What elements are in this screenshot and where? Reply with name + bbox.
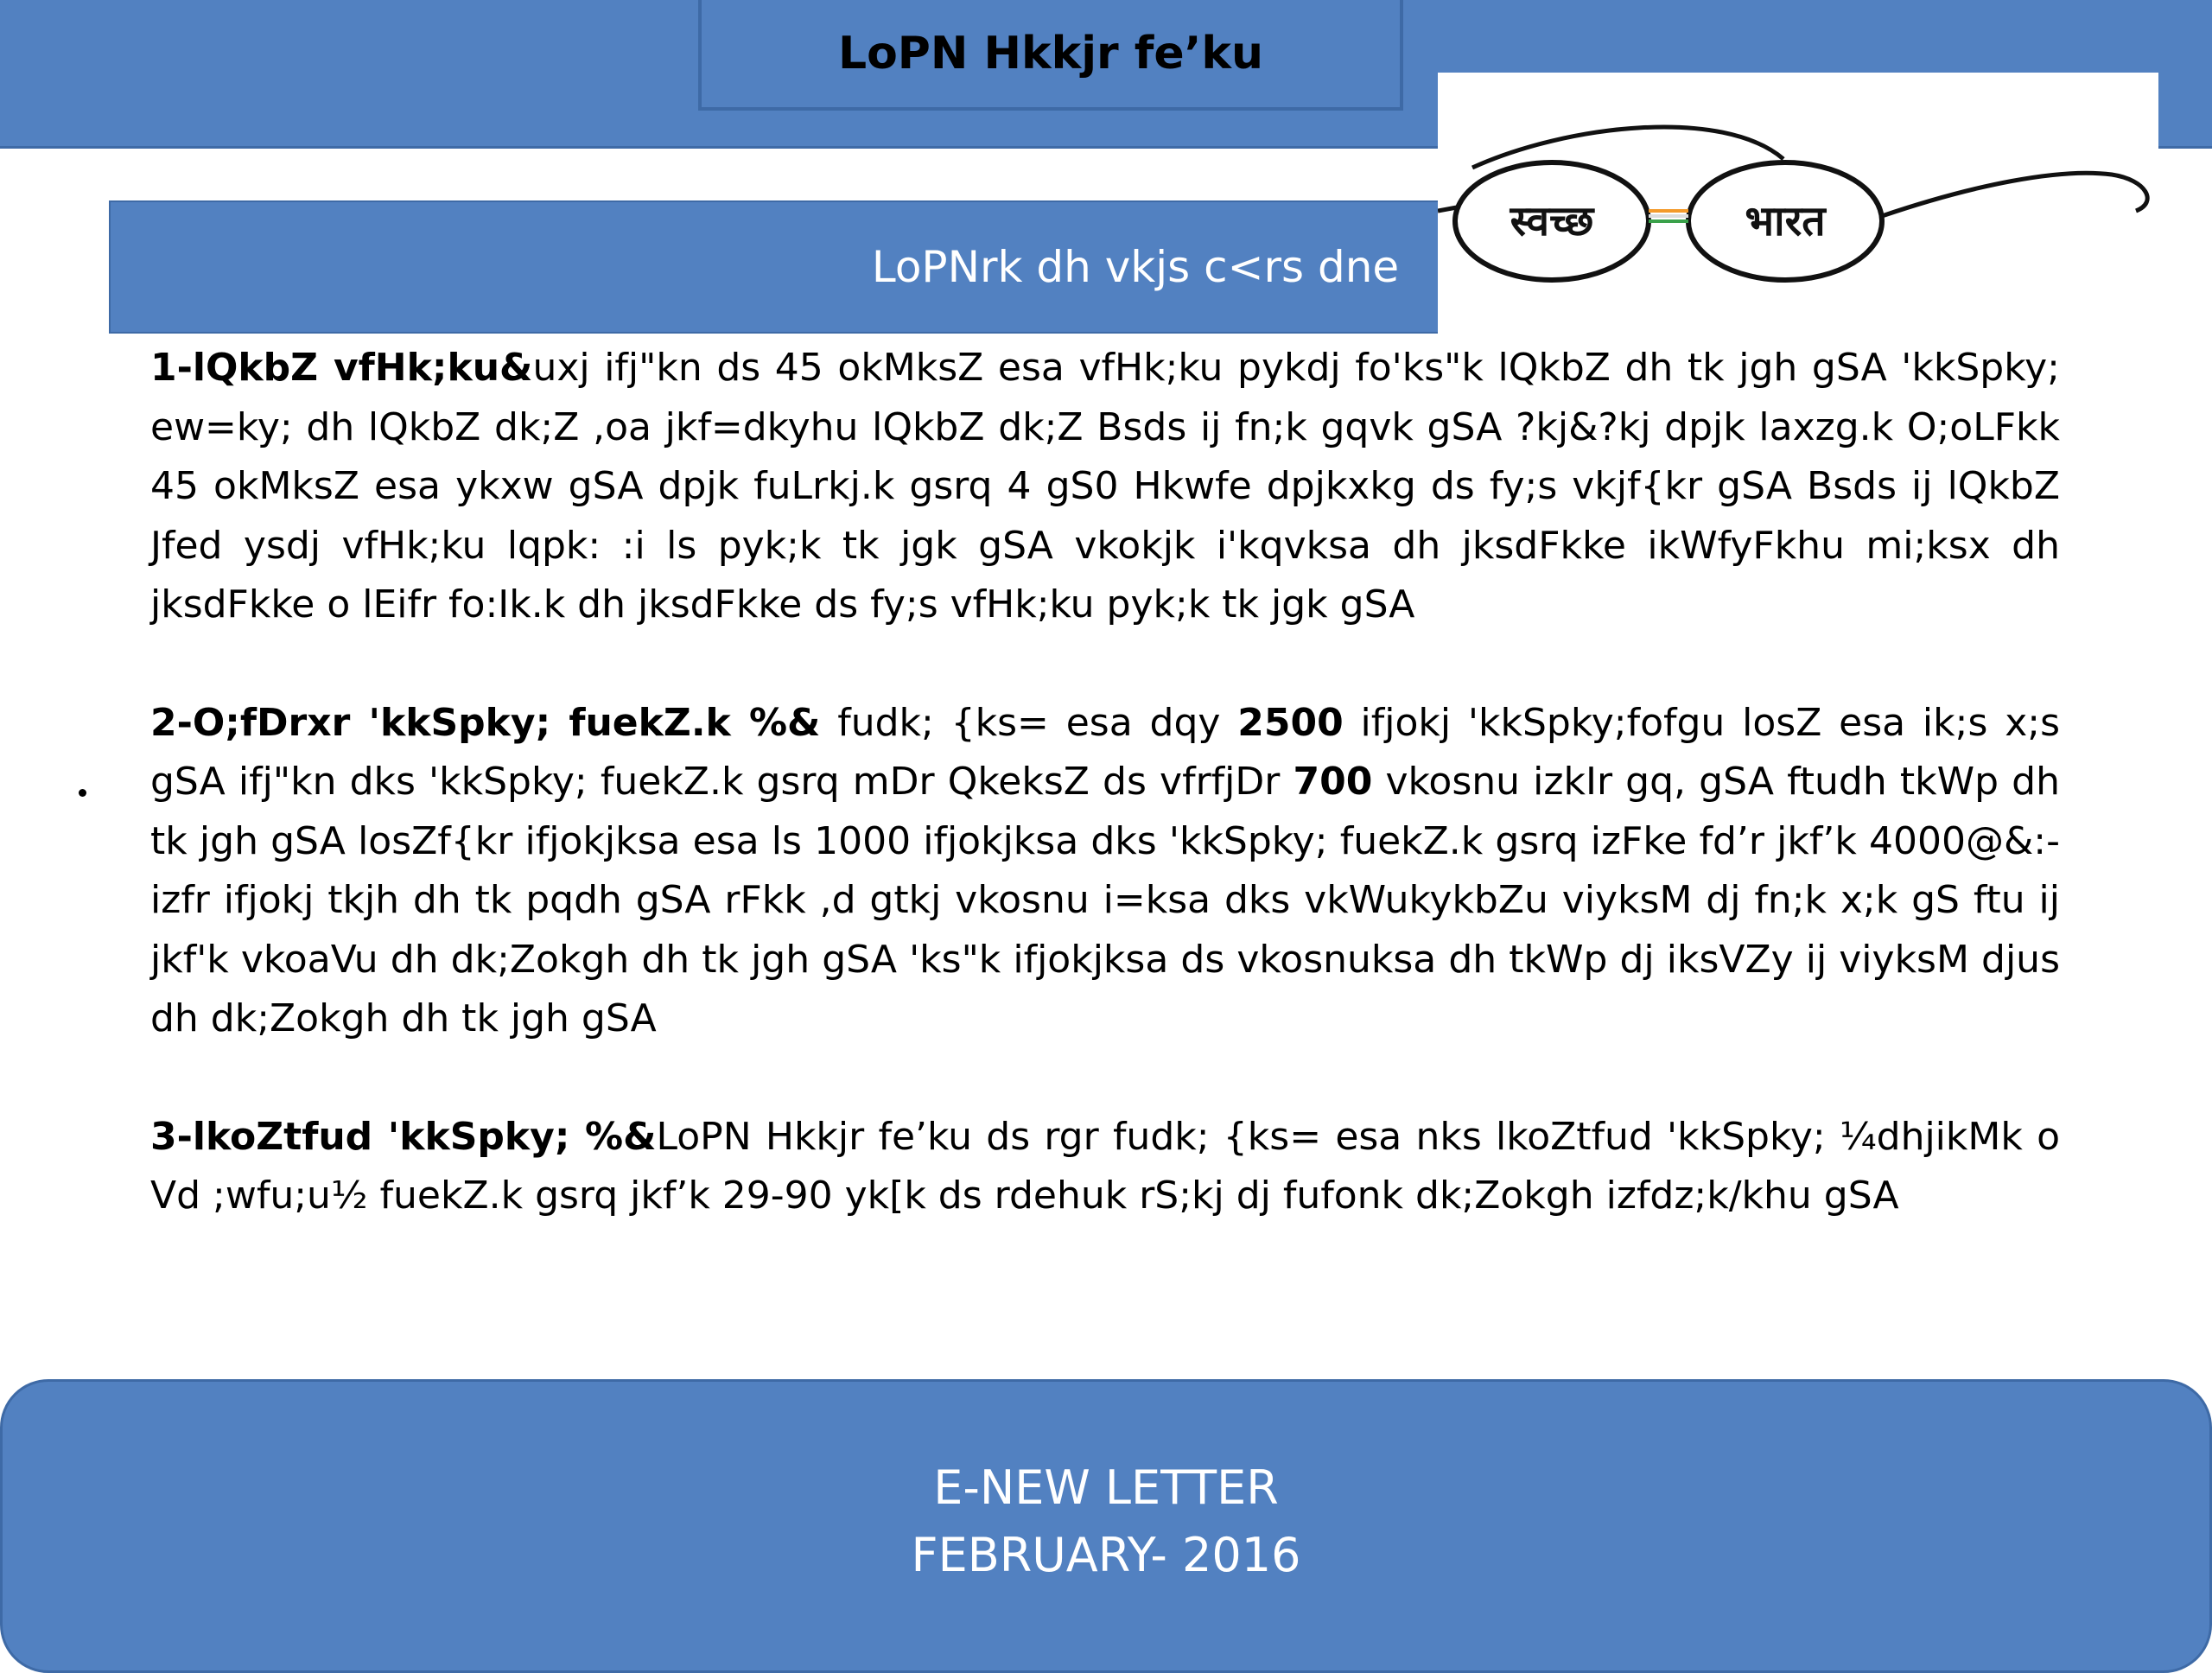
- logo-word-right: भारत: [1745, 197, 1826, 245]
- section-1-lead: 1-lQkbZ vfHk;ku&: [150, 346, 533, 390]
- section-1-text: uxj ifj"kn ds 45 okMksZ esa vfHk;ku pykdj fo'ks"k lQkbZ dh tk jgh gSA 'kkSpky; ew=ky; dh lQkbZ dk;Z ,oa jkf=dkyhu lQkbZ dk;Z Bsds ij fn;k gqvk gSA ?kj&?kj dpjk laxzg.k O;oLFkk 45 okMksZ esa ykxw gSA dpjk fuLrkj.k gsrq 4 gS0 Hkwfe dpjkxkg ds fy;s vkjf{kr gSA Bsds ij lQkbZ Jfed ysdj vfHk;ku lqpk: :i ls pyk;k tk jgk gSA vkokjk i'kqvksa dh jksdFkke ikWfyFkhu mi;ksx dh jksdFkke o lEifr fo:Ik.k dh jksdFkke ds fy;s vfHk;ku pyk;k tk jgk gSA: [150, 346, 2060, 627]
- section-3: [150, 1108, 2060, 1226]
- section-3-text: LoPN Hkkjr fe’ku ds rgr fudk; {ks= esa nks lkoZtfud 'kkSpky; ¼dhjikMk o Vd ;wfu;u½ fuekZ.k gsrq jkf’k 29-90 yk[k ds rdehuk rS;kj dj fufonk dk;Zokgh izfdz;k/khu gSA: [150, 1114, 2060, 1218]
- section-2-text-3: vkosnu izkIr gq, gSA ftudh tkWp dh tk jgh gSA losZf{kr ifjokjksa esa ls 1000 ifjokjksa dks 'kkSpky; fuekZ.k gsrq izFke fd’r jkf’k 4000@&:- izfr ifjokj tkjh dh tk pqdh gSA rFkk ,d gtkj vkosnu i=ksa dks vkWukykbZu viyksM dj fn;k x;k gS ftu ij jkf'k vkoaVu dh dk;Zokgh dh tk jgh gSA 'ks"k ifjokjksa ds vkosnuksa dh tkWp dj iksVZy ij viyksM djus dh dk;Zokgh dh tk jgh gSA: [150, 760, 2060, 1040]
- section-2: [150, 694, 2060, 1049]
- section-2-text-1: fudk; {ks= esa dqy: [820, 700, 1238, 745]
- section-2-application-count: 700: [1293, 760, 1373, 804]
- logo-word-left: स्वच्छ: [1510, 197, 1594, 245]
- news-content: [150, 339, 2060, 1226]
- section-1: [150, 339, 2060, 635]
- footer-date: FEBRUARY- 2016: [911, 1528, 1301, 1582]
- section-2-text-2: ifjokj 'kkSpky;fofgu losZ esa ik;s x;s gSA ifj"kn dks 'kkSpky; fuekZ.k gsrq mDr QkeksZ ds vfrfjDr: [150, 700, 2060, 804]
- page-title: LoPN Hkkjr fe’ku: [698, 0, 1403, 111]
- bullet-dot: [79, 789, 86, 797]
- section-3-lead: 3-lkoZtfud 'kkSpky; %&: [150, 1114, 657, 1159]
- swachh-bharat-logo: [1438, 73, 2158, 334]
- footer-newsletter-label: E-NEW LETTER: [933, 1460, 1279, 1515]
- section-2-lead: 2-O;fDrxr 'kkSpky; fuekZ.k %&: [150, 700, 821, 745]
- footer-band: [0, 1379, 2212, 1673]
- section-2-household-count: 2500: [1237, 700, 1344, 745]
- subheader-title: LoPNrk dh vkjs c<rs dne: [871, 242, 1400, 292]
